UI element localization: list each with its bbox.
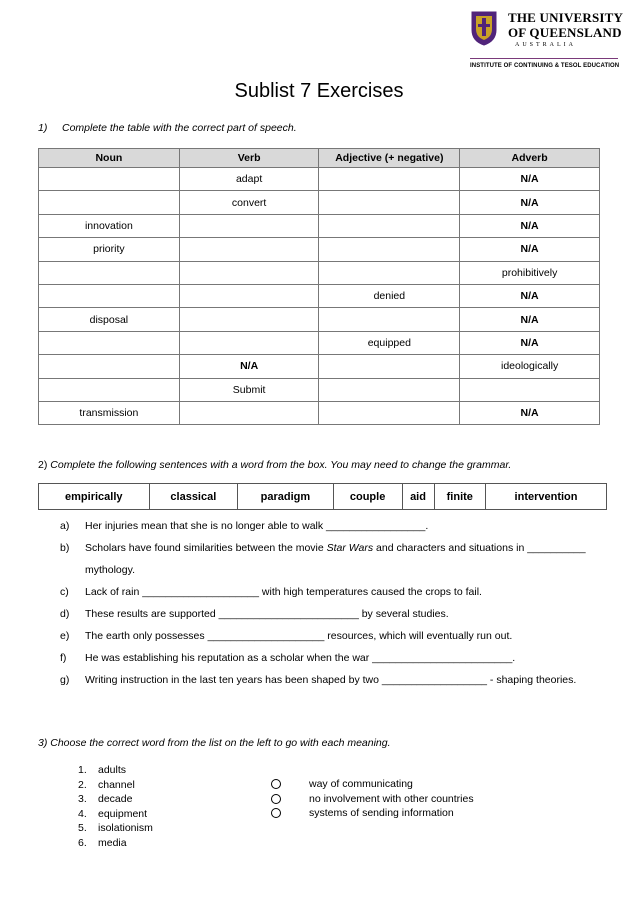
table-row <box>39 191 600 214</box>
table-cell: N/A <box>460 308 600 331</box>
table-cell: N/A <box>460 331 600 354</box>
table-cell[interactable] <box>179 331 319 354</box>
table-row <box>39 284 600 307</box>
sentence-text: Writing instruction in the last ten years has been shaped by two __________________ - shaping theories. <box>85 674 577 686</box>
university-name-line2: OF QUEENSLAND <box>508 25 622 40</box>
table-cell[interactable] <box>319 238 460 261</box>
page-title: Sublist 7 Exercises <box>234 80 404 102</box>
word-box-item: aid <box>402 484 434 510</box>
radio-circle-icon[interactable] <box>271 779 281 789</box>
word-box-item: classical <box>149 484 238 510</box>
list-word: isolationism <box>98 822 153 835</box>
table-cell: transmission <box>39 401 180 424</box>
table-cell: N/A <box>460 284 600 307</box>
word-box-item: finite <box>434 484 486 510</box>
table-cell: convert <box>179 191 319 214</box>
list-word: media <box>98 837 127 849</box>
table-cell[interactable] <box>319 261 460 284</box>
crest-icon <box>470 10 498 46</box>
table-cell: N/A <box>460 401 600 424</box>
column-header: Verb <box>179 149 319 168</box>
word-box-row <box>39 484 607 510</box>
word-box-item: empirically <box>39 484 150 510</box>
sentence-letter: c) <box>60 586 69 598</box>
table-cell: priority <box>39 238 180 261</box>
table-cell: N/A <box>460 214 600 237</box>
university-name-line1: THE UNIVERSITY <box>508 10 624 25</box>
list-word: equipment <box>98 807 148 820</box>
list-number: 3. <box>78 793 87 806</box>
question-instruction: Complete the following sentences with a word from the box. You may need to change the grammar. <box>50 459 512 471</box>
column-header: Adjective (+ negative) <box>319 149 460 168</box>
list-word: adults <box>98 764 127 776</box>
sentence-text: Her injuries mean that she is no longer able to walk _________________. <box>85 520 429 532</box>
table-cell[interactable] <box>319 214 460 237</box>
table-cell[interactable] <box>39 168 180 191</box>
table-cell[interactable] <box>179 308 319 331</box>
sentence-letter: g) <box>60 674 70 686</box>
table-cell: innovation <box>39 214 180 237</box>
sentence-text: The earth only possesses ____________________ resources, which will eventually run out. <box>85 630 513 642</box>
table-cell[interactable] <box>319 168 460 191</box>
table-cell[interactable] <box>179 238 319 261</box>
sentence-text-part: Scholars have found similarities between the movie <box>85 542 327 554</box>
table-row <box>39 355 600 378</box>
table-cell: equipped <box>319 331 460 354</box>
question-number: 1) <box>38 122 48 134</box>
list-number: 4. <box>78 807 87 820</box>
question-1-heading <box>38 122 297 134</box>
list-word: channel <box>98 778 135 791</box>
word-box-item: intervention <box>486 484 607 510</box>
table-cell[interactable] <box>179 261 319 284</box>
table-row <box>39 378 600 401</box>
table-cell: denied <box>319 284 460 307</box>
word-box-item: couple <box>333 484 402 510</box>
meaning-text: systems of sending information <box>309 807 454 820</box>
sentence-letter: b) <box>60 542 70 554</box>
question-2-heading <box>38 459 511 471</box>
table-cell: N/A <box>179 355 319 378</box>
radio-circle-icon[interactable] <box>271 808 281 818</box>
table-cell[interactable] <box>39 284 180 307</box>
table-cell: N/A <box>460 168 600 191</box>
sentence-text <box>85 542 586 554</box>
table-cell[interactable] <box>39 331 180 354</box>
parts-of-speech-table <box>38 148 600 425</box>
table-cell[interactable] <box>39 355 180 378</box>
column-header: Noun <box>39 149 180 168</box>
table-cell[interactable] <box>179 284 319 307</box>
table-cell[interactable] <box>460 378 600 401</box>
word-box-item: paradigm <box>238 484 333 510</box>
table-row <box>39 401 600 424</box>
sentence-text: Lack of rain ____________________ with high temperatures caused the crops to fail. <box>85 586 482 598</box>
institute-name: INSTITUTE OF CONTINUING & TESOL EDUCATION <box>470 63 620 69</box>
table-cell[interactable] <box>319 355 460 378</box>
table-cell: N/A <box>460 191 600 214</box>
question-3-heading: 3) Choose the correct word from the list on the left to go with each meaning. <box>38 737 391 749</box>
sentence-text: mythology. <box>85 564 135 576</box>
sentence-text-part: and characters and situations in __________ <box>373 542 586 554</box>
list-number: 5. <box>78 822 87 835</box>
table-row <box>39 168 600 191</box>
table-cell[interactable] <box>39 191 180 214</box>
meaning-text: no involvement with other countries <box>309 792 474 805</box>
table-row <box>39 308 600 331</box>
list-number: 2. <box>78 778 87 791</box>
sentence-letter: e) <box>60 630 70 642</box>
list-number: 1. <box>78 764 87 776</box>
sentence-letter: d) <box>60 608 70 620</box>
logo-divider <box>470 58 618 59</box>
question-instruction: Complete the table with the correct part of speech. <box>62 122 297 134</box>
table-cell: Submit <box>179 378 319 401</box>
table-cell: ideologically <box>460 355 600 378</box>
sentence-letter: a) <box>60 520 70 532</box>
university-logo <box>470 8 624 72</box>
sentence-letter: f) <box>60 652 67 664</box>
question-number: 2) <box>38 459 48 471</box>
table-cell: N/A <box>460 238 600 261</box>
table-cell[interactable] <box>39 261 180 284</box>
sentence-italic-title: Star Wars <box>326 542 374 554</box>
table-row <box>39 331 600 354</box>
table-cell[interactable] <box>319 378 460 401</box>
table-row <box>39 238 600 261</box>
word-box <box>38 483 607 510</box>
radio-circle-icon[interactable] <box>271 794 281 804</box>
table-cell: adapt <box>179 168 319 191</box>
table-cell[interactable] <box>39 378 180 401</box>
column-header: Adverb <box>460 149 600 168</box>
list-number: 6. <box>78 837 87 849</box>
list-word: decade <box>98 793 133 806</box>
sentence-text: He was establishing his reputation as a scholar when the war ________________________. <box>85 652 516 664</box>
table-cell: prohibitively <box>460 261 600 284</box>
table-cell[interactable] <box>319 191 460 214</box>
table-cell[interactable] <box>319 308 460 331</box>
table-cell: disposal <box>39 308 180 331</box>
table-row <box>39 261 600 284</box>
table-cell[interactable] <box>319 401 460 424</box>
table-cell[interactable] <box>179 401 319 424</box>
sentence-text: These results are supported ________________________ by several studies. <box>85 608 449 620</box>
meaning-text: way of communicating <box>309 778 413 790</box>
university-country: AUSTRALIA <box>515 42 576 48</box>
table-cell[interactable] <box>179 214 319 237</box>
table-row <box>39 214 600 237</box>
table-header-row <box>39 149 600 168</box>
